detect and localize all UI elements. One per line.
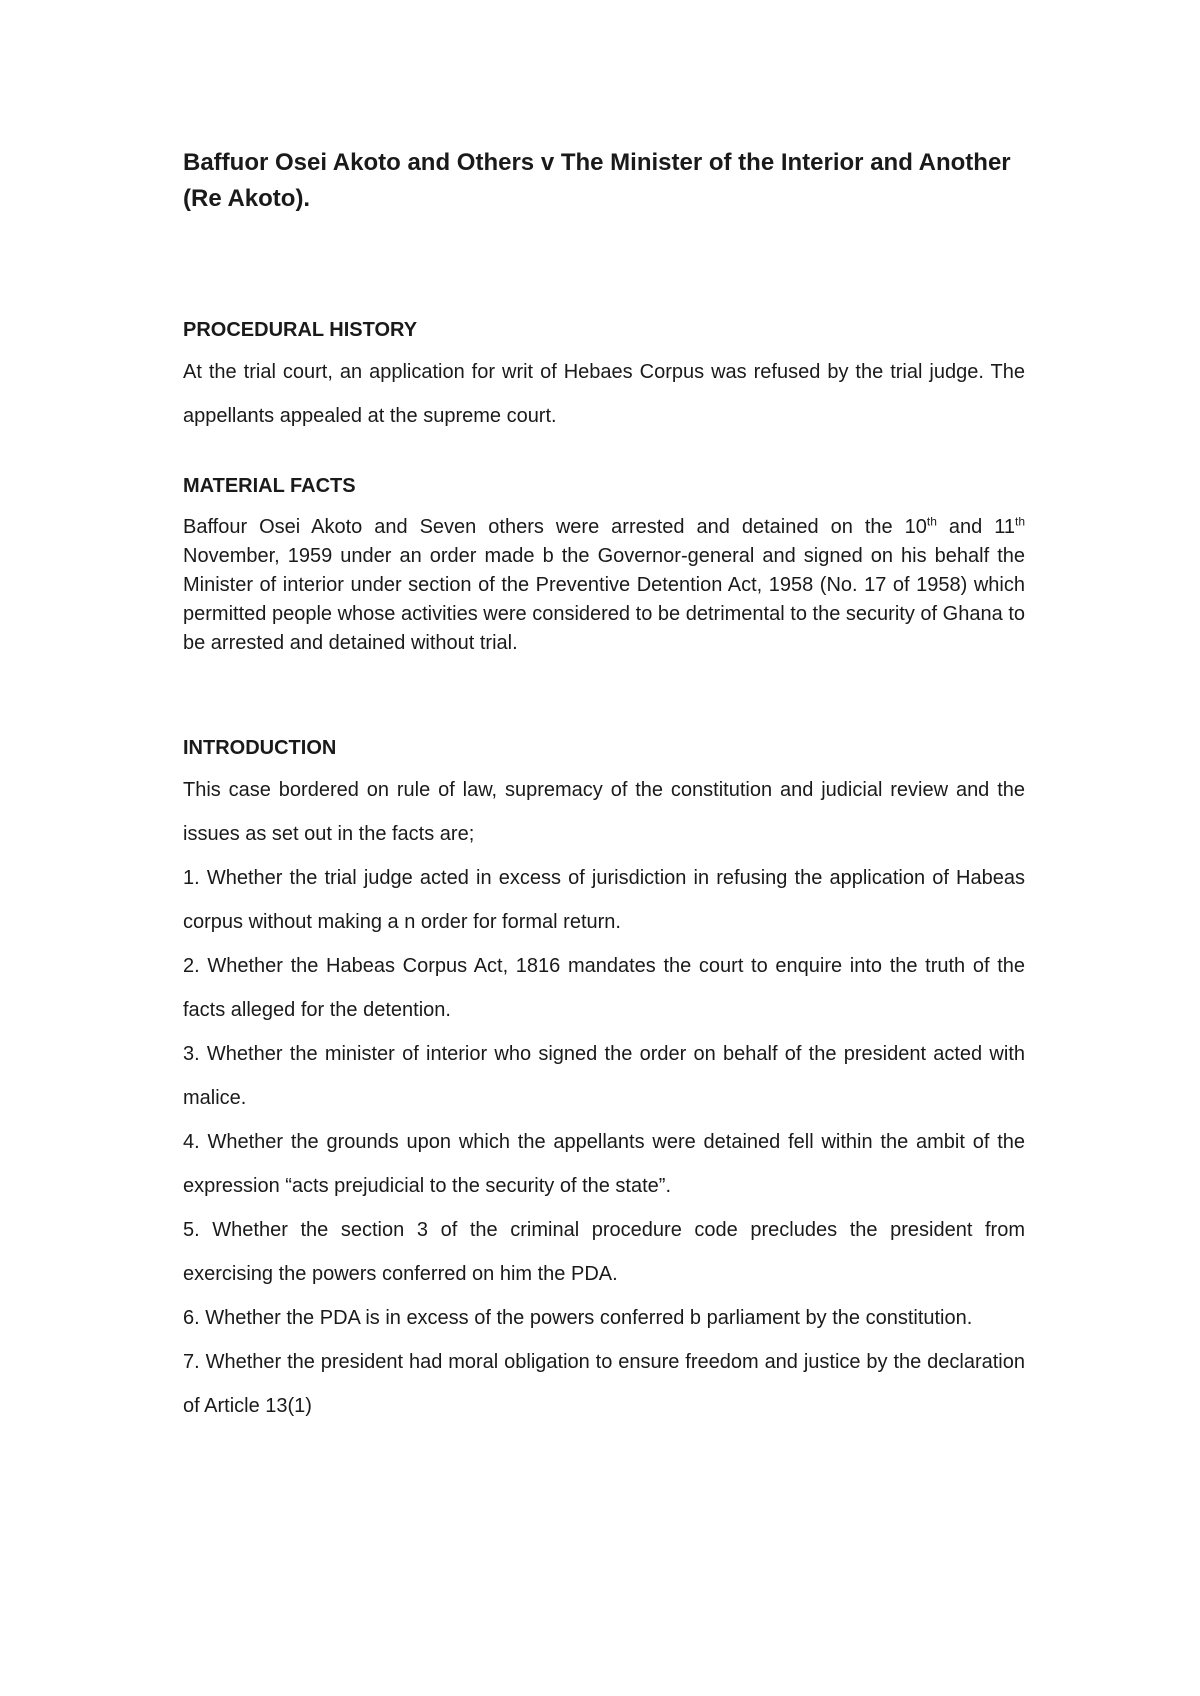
document-body <box>183 145 1025 1428</box>
issue-6: 6. Whether the PDA is in excess of the powers conferred b parliament by the constitution. <box>183 1307 973 1329</box>
issue-4: 4. Whether the grounds upon which the appellants were detained fell within the ambit of the expression “acts prejudicial to the security of the state”. <box>183 1131 1025 1197</box>
introduction-heading: INTRODUCTION <box>183 737 337 759</box>
material-facts-text: Baffour Osei Akoto and Seven others were arrested and detained on the 10th and 11th November, 1959 under an order made b the Governor-general and signed on his behalf the Minister of interior under section of the Preventive Detention Act, 1958 (No. 17 of 1958) which permitted people whose activities were considered to be detrimental to the security of Ghana to be arrested and detained without trial. <box>183 514 1026 654</box>
material-facts-heading: MATERIAL FACTS <box>183 475 356 497</box>
procedural-history-heading: PROCEDURAL HISTORY <box>183 319 418 341</box>
introduction-text: This case bordered on rule of law, supremacy of the constitution and judicial review and the issues as set out in the facts are; <box>183 779 1025 845</box>
procedural-history-text: At the trial court, an application for writ of Hebaes Corpus was refused by the trial judge. The appellants appealed at the supreme court. <box>183 361 1025 427</box>
issue-1: 1. Whether the trial judge acted in excess of jurisdiction in refusing the application of Habeas corpus without making a n order for formal return. <box>183 867 1025 933</box>
issue-5: 5. Whether the section 3 of the criminal procedure code precludes the president from exercising the powers conferred on him the PDA. <box>183 1219 1025 1285</box>
issues-list <box>183 856 1025 1428</box>
issue-2: 2. Whether the Habeas Corpus Act, 1816 mandates the court to enquire into the truth of the facts alleged for the detention. <box>183 955 1025 1021</box>
issue-7: 7. Whether the president had moral obligation to ensure freedom and justice by the declaration of Article 13(1) <box>183 1351 1025 1417</box>
issue-3: 3. Whether the minister of interior who signed the order on behalf of the president acted with malice. <box>183 1043 1025 1109</box>
document-title: Baffuor Osei Akoto and Others v The Minister of the Interior and Another (Re Akoto). <box>183 149 1011 212</box>
